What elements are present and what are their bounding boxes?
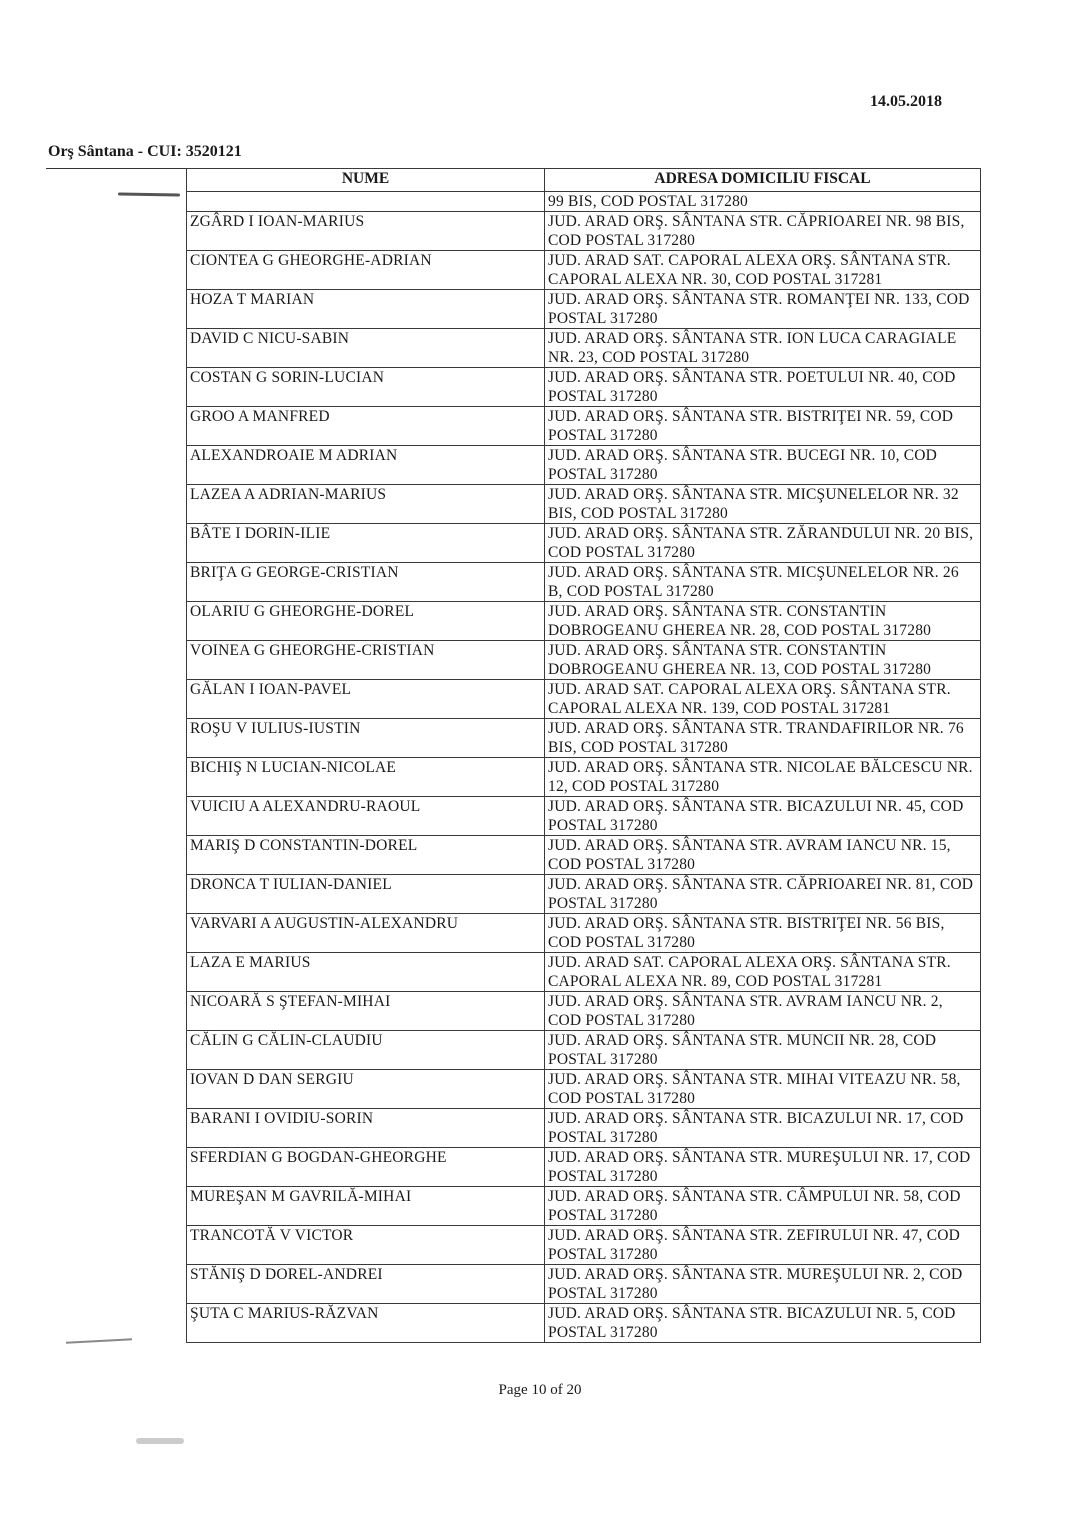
table-row [187,368,981,407]
table-row [187,1187,981,1226]
table-row [187,836,981,875]
cell-address: JUD. ARAD ORŞ. SÂNTANA STR. NICOLAE BĂLCESCU NR. 12, COD POSTAL 317280 [545,758,981,797]
cell-address: JUD. ARAD ORŞ. SÂNTANA STR. POETULUI NR. 40, COD POSTAL 317280 [545,368,981,407]
cell-name: GROO A MANFRED [187,407,545,446]
taxpayer-table [186,168,981,1343]
table-row [187,914,981,953]
table-header-row [187,169,981,192]
cell-name: MARIŞ D CONSTANTIN-DOREL [187,836,545,875]
table-row [187,758,981,797]
cell-address: JUD. ARAD SAT. CAPORAL ALEXA ORŞ. SÂNTANA STR. CAPORAL ALEXA NR. 30, COD POSTAL 317281 [545,251,981,290]
cell-name: MUREŞAN M GAVRILĂ-MIHAI [187,1187,545,1226]
header-rule [46,168,186,169]
table-row [187,524,981,563]
cell-name: COSTAN G SORIN-LUCIAN [187,368,545,407]
cell-name: VUICIU A ALEXANDRU-RAOUL [187,797,545,836]
table-row [187,290,981,329]
cell-name: BÂTE I DORIN-ILIE [187,524,545,563]
cell-address: JUD. ARAD ORŞ. SÂNTANA STR. BUCEGI NR. 10, COD POSTAL 317280 [545,446,981,485]
table-row [187,1226,981,1265]
cell-address: JUD. ARAD ORŞ. SÂNTANA STR. MUREŞULUI NR. 17, COD POSTAL 317280 [545,1148,981,1187]
cell-name: LAZA E MARIUS [187,953,545,992]
cell-address: JUD. ARAD ORŞ. SÂNTANA STR. MUNCII NR. 28, COD POSTAL 317280 [545,1031,981,1070]
cell-name: HOZA T MARIAN [187,290,545,329]
table-row [187,719,981,758]
table-row [187,641,981,680]
cell-name: CIONTEA G GHEORGHE-ADRIAN [187,251,545,290]
cell-name: TRANCOTĂ V VICTOR [187,1226,545,1265]
cell-name: SFERDIAN G BOGDAN-GHEORGHE [187,1148,545,1187]
cell-name: OLARIU G GHEORGHE-DOREL [187,602,545,641]
table-body [187,192,981,1343]
cell-address: JUD. ARAD ORŞ. SÂNTANA STR. MICŞUNELELOR NR. 32 BIS, COD POSTAL 317280 [545,485,981,524]
cell-address: JUD. ARAD ORŞ. SÂNTANA STR. CONSTANTIN DOBROGEANU GHEREA NR. 28, COD POSTAL 317280 [545,602,981,641]
cell-name: BICHIŞ N LUCIAN-NICOLAE [187,758,545,797]
cell-name: VARVARI A AUGUSTIN-ALEXANDRU [187,914,545,953]
cell-name [187,192,545,212]
cell-address: JUD. ARAD ORŞ. SÂNTANA STR. BISTRIŢEI NR. 56 BIS, COD POSTAL 317280 [545,914,981,953]
cell-name: BRIŢA G GEORGE-CRISTIAN [187,563,545,602]
cell-address: JUD. ARAD ORŞ. SÂNTANA STR. ZEFIRULUI NR. 47, COD POSTAL 317280 [545,1226,981,1265]
cell-name: BARANI I OVIDIU-SORIN [187,1109,545,1148]
document-date: 14.05.2018 [870,93,942,110]
table-row [187,212,981,251]
cell-address: JUD. ARAD ORŞ. SÂNTANA STR. MICŞUNELELOR NR. 26 B, COD POSTAL 317280 [545,563,981,602]
table-row [187,875,981,914]
table-row [187,602,981,641]
table-row [187,1304,981,1343]
scan-mark [118,192,180,196]
cell-name: STĂNIŞ D DOREL-ANDREI [187,1265,545,1304]
cell-address: JUD. ARAD SAT. CAPORAL ALEXA ORŞ. SÂNTANA STR. CAPORAL ALEXA NR. 89, COD POSTAL 317281 [545,953,981,992]
cell-address: JUD. ARAD ORŞ. SÂNTANA STR. MIHAI VITEAZU NR. 58, COD POSTAL 317280 [545,1070,981,1109]
table-row [187,1109,981,1148]
table-row [187,953,981,992]
table-row [187,329,981,368]
column-header-address: ADRESA DOMICILIU FISCAL [545,169,981,192]
cell-address: JUD. ARAD SAT. CAPORAL ALEXA ORŞ. SÂNTANA STR. CAPORAL ALEXA NR. 139, COD POSTAL 317281 [545,680,981,719]
cell-name: IOVAN D DAN SERGIU [187,1070,545,1109]
cell-address: JUD. ARAD ORŞ. SÂNTANA STR. BICAZULUI NR. 17, COD POSTAL 317280 [545,1109,981,1148]
cell-address: JUD. ARAD ORŞ. SÂNTANA STR. MUREŞULUI NR. 2, COD POSTAL 317280 [545,1265,981,1304]
cell-name: ALEXANDROAIE M ADRIAN [187,446,545,485]
cell-address: JUD. ARAD ORŞ. SÂNTANA STR. BICAZULUI NR. 45, COD POSTAL 317280 [545,797,981,836]
cell-address: JUD. ARAD ORŞ. SÂNTANA STR. AVRAM IANCU NR. 2, COD POSTAL 317280 [545,992,981,1031]
scan-mark [66,1338,132,1343]
table-row [187,446,981,485]
table-row [187,797,981,836]
table-row [187,563,981,602]
cell-name: VOINEA G GHEORGHE-CRISTIAN [187,641,545,680]
table-row [187,1031,981,1070]
cell-address: JUD. ARAD ORŞ. SÂNTANA STR. CĂPRIOAREI NR. 98 BIS, COD POSTAL 317280 [545,212,981,251]
table-row [187,251,981,290]
table-row [187,485,981,524]
cell-address: JUD. ARAD ORŞ. SÂNTANA STR. ION LUCA CARAGIALE NR. 23, COD POSTAL 317280 [545,329,981,368]
cell-address: JUD. ARAD ORŞ. SÂNTANA STR. CÂMPULUI NR. 58, COD POSTAL 317280 [545,1187,981,1226]
cell-name: NICOARĂ S ŞTEFAN-MIHAI [187,992,545,1031]
scan-mark [136,1438,184,1444]
table-row [187,992,981,1031]
cell-name: LAZEA A ADRIAN-MARIUS [187,485,545,524]
table-row [187,1265,981,1304]
cell-name: GĂLAN I IOAN-PAVEL [187,680,545,719]
table-row [187,407,981,446]
column-header-name: NUME [187,169,545,192]
table-row [187,192,981,212]
cell-name: CĂLIN G CĂLIN-CLAUDIU [187,1031,545,1070]
cell-address: JUD. ARAD ORŞ. SÂNTANA STR. CĂPRIOAREI NR. 81, COD POSTAL 317280 [545,875,981,914]
cell-address: JUD. ARAD ORŞ. SÂNTANA STR. TRANDAFIRILOR NR. 76 BIS, COD POSTAL 317280 [545,719,981,758]
cell-address: JUD. ARAD ORŞ. SÂNTANA STR. AVRAM IANCU NR. 15, COD POSTAL 317280 [545,836,981,875]
cell-name: ŞUTA C MARIUS-RĂZVAN [187,1304,545,1343]
table-row [187,1148,981,1187]
cell-name: ZGÂRD I IOAN-MARIUS [187,212,545,251]
cell-name: DRONCA T IULIAN-DANIEL [187,875,545,914]
cell-address: JUD. ARAD ORŞ. SÂNTANA STR. CONSTANTIN DOBROGEANU GHEREA NR. 13, COD POSTAL 317280 [545,641,981,680]
cell-address: JUD. ARAD ORŞ. SÂNTANA STR. ZĂRANDULUI NR. 20 BIS, COD POSTAL 317280 [545,524,981,563]
cell-name: ROŞU V IULIUS-IUSTIN [187,719,545,758]
table-row [187,680,981,719]
cell-address: JUD. ARAD ORŞ. SÂNTANA STR. BISTRIŢEI NR. 59, COD POSTAL 317280 [545,407,981,446]
page-number: Page 10 of 20 [498,1382,582,1398]
organization-header: Orş Sântana - CUI: 3520121 [48,143,242,160]
cell-name: DAVID C NICU-SABIN [187,329,545,368]
cell-address: JUD. ARAD ORŞ. SÂNTANA STR. BICAZULUI NR. 5, COD POSTAL 317280 [545,1304,981,1343]
cell-address: JUD. ARAD ORŞ. SÂNTANA STR. ROMANŢEI NR. 133, COD POSTAL 317280 [545,290,981,329]
cell-address: 99 BIS, COD POSTAL 317280 [545,192,981,212]
table-row [187,1070,981,1109]
